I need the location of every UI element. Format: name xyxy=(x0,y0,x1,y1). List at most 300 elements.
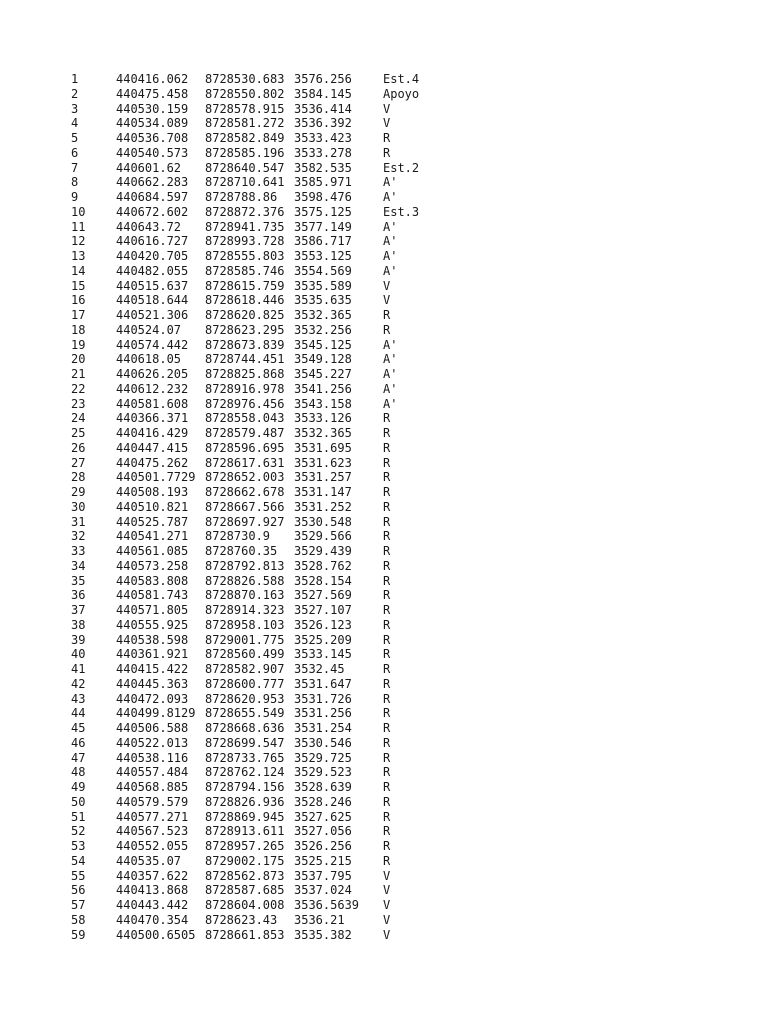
y-coordinate: 8729002.175 xyxy=(205,853,285,868)
point-code: A' xyxy=(383,396,398,411)
point-code: R xyxy=(383,499,391,514)
point-row xyxy=(71,220,443,235)
elevation: 3531.256 xyxy=(294,706,352,721)
point-id: 17 xyxy=(71,308,86,322)
point-id: 4 xyxy=(71,116,79,131)
x-coordinate: 440552.055 xyxy=(116,839,189,853)
elevation: 3531.726 xyxy=(294,691,352,706)
x-coordinate: 440415.422 xyxy=(116,662,189,676)
x-coordinate: 440601.62 xyxy=(116,160,182,175)
point-row xyxy=(71,810,443,825)
x-coordinate: 440541.271 xyxy=(116,529,189,544)
point-id: 36 xyxy=(71,588,86,603)
point-id: 41 xyxy=(71,662,86,676)
elevation: 3526.123 xyxy=(294,617,352,632)
point-code: V xyxy=(383,912,391,927)
point-code: V xyxy=(383,116,391,131)
y-coordinate: 8728640.547 xyxy=(205,160,285,175)
elevation: 3598.476 xyxy=(294,190,352,204)
elevation: 3541.256 xyxy=(294,381,352,396)
y-coordinate: 8728913.611 xyxy=(205,824,285,839)
elevation: 3533.145 xyxy=(294,647,352,662)
elevation: 3536.21 xyxy=(294,912,345,927)
x-coordinate: 440420.705 xyxy=(116,249,189,263)
point-row xyxy=(71,72,443,87)
y-coordinate: 8728655.549 xyxy=(205,706,285,721)
point-id: 39 xyxy=(71,632,86,647)
point-id: 52 xyxy=(71,824,86,839)
point-row xyxy=(71,736,443,751)
elevation: 3530.548 xyxy=(294,514,352,529)
point-code: R xyxy=(383,662,391,676)
y-coordinate: 8728581.272 xyxy=(205,116,285,131)
point-code: A' xyxy=(383,367,398,381)
point-id: 49 xyxy=(71,780,86,794)
y-coordinate: 8728661.853 xyxy=(205,927,285,942)
elevation: 3529.523 xyxy=(294,765,352,780)
point-row xyxy=(71,161,443,176)
point-code: V xyxy=(383,293,391,308)
x-coordinate: 440416.062 xyxy=(116,72,189,86)
x-coordinate: 440536.708 xyxy=(116,131,189,145)
point-id: 12 xyxy=(71,234,86,249)
point-id: 32 xyxy=(71,529,86,544)
elevation: 3530.546 xyxy=(294,735,352,750)
point-code: A' xyxy=(383,190,398,204)
x-coordinate: 440361.921 xyxy=(116,647,189,662)
elevation: 3535.635 xyxy=(294,293,352,308)
elevation: 3536.392 xyxy=(294,116,352,131)
point-row xyxy=(71,87,443,102)
elevation: 3527.569 xyxy=(294,588,352,603)
point-id: 58 xyxy=(71,912,86,927)
elevation: 3525.215 xyxy=(294,853,352,868)
point-id: 26 xyxy=(71,440,86,455)
y-coordinate: 8728668.636 xyxy=(205,721,285,735)
point-id: 21 xyxy=(71,367,86,381)
elevation: 3536.5639 xyxy=(294,898,360,912)
point-id: 44 xyxy=(71,706,86,721)
x-coordinate: 440470.354 xyxy=(116,912,189,927)
point-id: 29 xyxy=(71,485,86,499)
point-code: V xyxy=(383,883,391,898)
point-row xyxy=(71,662,443,677)
x-coordinate: 440506.588 xyxy=(116,721,189,735)
y-coordinate: 8728617.631 xyxy=(205,455,285,470)
elevation: 3576.256 xyxy=(294,72,352,86)
point-code: R xyxy=(383,706,391,721)
elevation: 3554.569 xyxy=(294,263,352,278)
point-row xyxy=(71,603,443,618)
point-code: R xyxy=(383,145,391,160)
point-row xyxy=(71,618,443,633)
y-coordinate: 8728870.163 xyxy=(205,588,285,603)
y-coordinate: 8728993.728 xyxy=(205,234,285,249)
point-row xyxy=(71,426,443,441)
y-coordinate: 8728710.641 xyxy=(205,175,285,190)
x-coordinate: 440583.808 xyxy=(116,573,189,588)
point-id: 15 xyxy=(71,278,86,293)
x-coordinate: 440445.363 xyxy=(116,676,189,691)
point-id: 34 xyxy=(71,558,86,573)
x-coordinate: 440510.821 xyxy=(116,499,189,514)
elevation: 3528.762 xyxy=(294,558,352,573)
x-coordinate: 440567.523 xyxy=(116,824,189,839)
y-coordinate: 8728730.9 xyxy=(205,529,271,544)
y-coordinate: 8728733.765 xyxy=(205,750,285,765)
x-coordinate: 440672.602 xyxy=(116,204,189,219)
point-code: R xyxy=(383,529,391,544)
x-coordinate: 440538.598 xyxy=(116,632,189,647)
point-id: 23 xyxy=(71,396,86,411)
point-code: A' xyxy=(383,219,398,234)
x-coordinate: 440555.925 xyxy=(116,617,189,632)
x-coordinate: 440626.205 xyxy=(116,367,189,381)
elevation: 3545.125 xyxy=(294,337,352,352)
point-id: 9 xyxy=(71,190,79,204)
x-coordinate: 440500.6505 xyxy=(116,927,196,942)
x-coordinate: 440482.055 xyxy=(116,263,189,278)
point-id: 2 xyxy=(71,86,79,101)
point-id: 30 xyxy=(71,499,86,514)
point-row xyxy=(71,529,443,544)
point-code: V xyxy=(383,101,391,116)
point-code: R xyxy=(383,603,391,617)
point-row xyxy=(71,839,443,854)
elevation: 3584.145 xyxy=(294,86,352,101)
point-code: R xyxy=(383,485,391,499)
point-code: R xyxy=(383,824,391,839)
y-coordinate: 8728615.759 xyxy=(205,278,285,293)
elevation: 3536.414 xyxy=(294,101,352,116)
y-coordinate: 8728958.103 xyxy=(205,617,285,632)
point-id: 18 xyxy=(71,322,86,337)
y-coordinate: 8728744.451 xyxy=(205,352,285,367)
y-coordinate: 8728662.678 xyxy=(205,485,285,499)
elevation: 3575.125 xyxy=(294,204,352,219)
point-id: 50 xyxy=(71,794,86,809)
y-coordinate: 8728585.196 xyxy=(205,145,285,160)
point-row xyxy=(71,293,443,308)
x-coordinate: 440499.8129 xyxy=(116,706,196,721)
y-coordinate: 8728826.588 xyxy=(205,573,285,588)
elevation: 3528.154 xyxy=(294,573,352,588)
x-coordinate: 440472.093 xyxy=(116,691,189,706)
point-row xyxy=(71,456,443,471)
elevation: 3535.589 xyxy=(294,278,352,293)
point-row xyxy=(71,131,443,146)
point-code: R xyxy=(383,647,391,662)
point-code: R xyxy=(383,750,391,765)
point-row xyxy=(71,677,443,692)
elevation: 3532.45 xyxy=(294,662,345,676)
point-code: R xyxy=(383,426,391,440)
y-coordinate: 8728600.777 xyxy=(205,676,285,691)
x-coordinate: 440684.597 xyxy=(116,190,189,204)
point-code: V xyxy=(383,927,391,942)
y-coordinate: 8728585.746 xyxy=(205,263,285,278)
y-coordinate: 8728587.685 xyxy=(205,883,285,898)
elevation: 3531.147 xyxy=(294,485,352,499)
point-row xyxy=(71,323,443,338)
elevation: 3585.971 xyxy=(294,175,352,190)
point-code: R xyxy=(383,573,391,588)
point-id: 56 xyxy=(71,883,86,898)
point-row xyxy=(71,633,443,648)
y-coordinate: 8728550.802 xyxy=(205,86,285,101)
x-coordinate: 440581.743 xyxy=(116,588,189,603)
x-coordinate: 440508.193 xyxy=(116,485,189,499)
point-row xyxy=(71,883,443,898)
point-code: R xyxy=(383,853,391,868)
point-id: 8 xyxy=(71,175,79,190)
y-coordinate: 8728760.35 xyxy=(205,544,278,558)
elevation: 3545.227 xyxy=(294,367,352,381)
point-row xyxy=(71,470,443,485)
point-id: 35 xyxy=(71,573,86,588)
elevation: 3531.647 xyxy=(294,676,352,691)
y-coordinate: 8728578.915 xyxy=(205,101,285,116)
point-row xyxy=(71,692,443,707)
point-id: 43 xyxy=(71,691,86,706)
point-code: R xyxy=(383,721,391,735)
point-row xyxy=(71,706,443,721)
point-row xyxy=(71,264,443,279)
point-row xyxy=(71,898,443,913)
point-code: R xyxy=(383,558,391,573)
x-coordinate: 440616.727 xyxy=(116,234,189,249)
elevation: 3533.423 xyxy=(294,131,352,145)
point-row xyxy=(71,559,443,574)
elevation: 3582.535 xyxy=(294,160,352,175)
point-code: Est.3 xyxy=(383,204,420,219)
point-code: R xyxy=(383,839,391,853)
point-row xyxy=(71,913,443,928)
x-coordinate: 440540.573 xyxy=(116,145,189,160)
point-row xyxy=(71,441,443,456)
elevation: 3531.257 xyxy=(294,470,352,485)
x-coordinate: 440612.232 xyxy=(116,381,189,396)
point-row xyxy=(71,234,443,249)
point-row xyxy=(71,780,443,795)
y-coordinate: 8728560.499 xyxy=(205,647,285,662)
x-coordinate: 440521.306 xyxy=(116,308,189,322)
elevation: 3531.695 xyxy=(294,440,352,455)
point-code: R xyxy=(383,514,391,529)
point-id: 53 xyxy=(71,839,86,853)
point-code: R xyxy=(383,691,391,706)
x-coordinate: 440530.159 xyxy=(116,101,189,116)
x-coordinate: 440618.05 xyxy=(116,352,182,367)
point-row xyxy=(71,338,443,353)
point-row xyxy=(71,352,443,367)
point-id: 47 xyxy=(71,750,86,765)
point-id: 31 xyxy=(71,514,86,529)
point-row xyxy=(71,308,443,323)
x-coordinate: 440475.458 xyxy=(116,86,189,101)
point-row xyxy=(71,411,443,426)
point-id: 55 xyxy=(71,868,86,883)
x-coordinate: 440524.07 xyxy=(116,322,182,337)
point-code: R xyxy=(383,544,391,558)
y-coordinate: 8728652.003 xyxy=(205,470,285,485)
point-id: 11 xyxy=(71,219,86,234)
x-coordinate: 440357.622 xyxy=(116,868,189,883)
point-code: A' xyxy=(383,234,398,249)
point-row xyxy=(71,397,443,412)
y-coordinate: 8728623.295 xyxy=(205,322,285,337)
x-coordinate: 440538.116 xyxy=(116,750,189,765)
y-coordinate: 8728579.487 xyxy=(205,426,285,440)
y-coordinate: 8728667.566 xyxy=(205,499,285,514)
elevation: 3537.795 xyxy=(294,868,352,883)
point-row xyxy=(71,367,443,382)
point-id: 13 xyxy=(71,249,86,263)
y-coordinate: 8728620.953 xyxy=(205,691,285,706)
y-coordinate: 8728762.124 xyxy=(205,765,285,780)
point-code: R xyxy=(383,809,391,824)
point-row xyxy=(71,721,443,736)
x-coordinate: 440579.579 xyxy=(116,794,189,809)
point-code: R xyxy=(383,588,391,603)
point-row xyxy=(71,854,443,869)
y-coordinate: 8728596.695 xyxy=(205,440,285,455)
elevation: 3529.725 xyxy=(294,750,352,765)
y-coordinate: 8728673.839 xyxy=(205,337,285,352)
point-code: A' xyxy=(383,249,398,263)
point-code: R xyxy=(383,411,391,426)
y-coordinate: 8728976.456 xyxy=(205,396,285,411)
point-code: R xyxy=(383,794,391,809)
point-row xyxy=(71,647,443,662)
point-row xyxy=(71,824,443,839)
elevation: 3531.623 xyxy=(294,455,352,470)
point-id: 19 xyxy=(71,337,86,352)
point-id: 25 xyxy=(71,426,86,440)
point-code: R xyxy=(383,617,391,632)
elevation: 3525.209 xyxy=(294,632,352,647)
point-id: 14 xyxy=(71,263,86,278)
elevation: 3527.107 xyxy=(294,603,352,617)
elevation: 3532.365 xyxy=(294,426,352,440)
x-coordinate: 440571.805 xyxy=(116,603,189,617)
point-id: 28 xyxy=(71,470,86,485)
point-id: 24 xyxy=(71,411,86,426)
y-coordinate: 8728530.683 xyxy=(205,72,285,86)
point-id: 57 xyxy=(71,898,86,912)
point-code: R xyxy=(383,632,391,647)
point-id: 37 xyxy=(71,603,86,617)
y-coordinate: 8728582.907 xyxy=(205,662,285,676)
x-coordinate: 440643.72 xyxy=(116,219,182,234)
y-coordinate: 8728825.868 xyxy=(205,367,285,381)
y-coordinate: 8728582.849 xyxy=(205,131,285,145)
point-row xyxy=(71,190,443,205)
x-coordinate: 440515.637 xyxy=(116,278,189,293)
y-coordinate: 8728916.978 xyxy=(205,381,285,396)
elevation: 3532.256 xyxy=(294,322,352,337)
x-coordinate: 440581.608 xyxy=(116,396,189,411)
point-id: 48 xyxy=(71,765,86,780)
elevation: 3531.254 xyxy=(294,721,352,735)
point-row xyxy=(71,146,443,161)
point-code: Apoyo xyxy=(383,86,420,101)
elevation: 3532.365 xyxy=(294,308,352,322)
point-code: R xyxy=(383,765,391,780)
elevation: 3535.382 xyxy=(294,927,352,942)
y-coordinate: 8728604.008 xyxy=(205,898,285,912)
elevation: 3577.149 xyxy=(294,219,352,234)
x-coordinate: 440534.089 xyxy=(116,116,189,131)
y-coordinate: 8728699.547 xyxy=(205,735,285,750)
y-coordinate: 8728941.735 xyxy=(205,219,285,234)
x-coordinate: 440447.415 xyxy=(116,440,189,455)
y-coordinate: 8728562.873 xyxy=(205,868,285,883)
point-row xyxy=(71,485,443,500)
x-coordinate: 440568.885 xyxy=(116,780,189,794)
elevation: 3528.639 xyxy=(294,780,352,794)
point-id: 22 xyxy=(71,381,86,396)
x-coordinate: 440573.258 xyxy=(116,558,189,573)
coordinate-listing xyxy=(71,72,443,942)
x-coordinate: 440535.07 xyxy=(116,853,182,868)
point-code: V xyxy=(383,868,391,883)
y-coordinate: 8728957.265 xyxy=(205,839,285,853)
elevation: 3543.158 xyxy=(294,396,352,411)
point-code: A' xyxy=(383,337,398,352)
point-id: 59 xyxy=(71,927,86,942)
point-code: A' xyxy=(383,352,398,367)
point-id: 20 xyxy=(71,352,86,367)
y-coordinate: 8728555.803 xyxy=(205,249,285,263)
point-code: R xyxy=(383,780,391,794)
point-row xyxy=(71,765,443,780)
y-coordinate: 8728618.446 xyxy=(205,293,285,308)
point-code: A' xyxy=(383,175,398,190)
x-coordinate: 440557.484 xyxy=(116,765,189,780)
x-coordinate: 440366.371 xyxy=(116,411,189,426)
point-row xyxy=(71,544,443,559)
point-id: 51 xyxy=(71,809,86,824)
elevation: 3528.246 xyxy=(294,794,352,809)
y-coordinate: 8728788.86 xyxy=(205,190,278,204)
x-coordinate: 440662.283 xyxy=(116,175,189,190)
point-code: R xyxy=(383,322,391,337)
y-coordinate: 8728620.825 xyxy=(205,308,285,322)
y-coordinate: 8728792.813 xyxy=(205,558,285,573)
point-code: Est.2 xyxy=(383,160,420,175)
x-coordinate: 440525.787 xyxy=(116,514,189,529)
point-code: R xyxy=(383,131,391,145)
x-coordinate: 440522.013 xyxy=(116,735,189,750)
point-row xyxy=(71,382,443,397)
point-row xyxy=(71,500,443,515)
elevation: 3553.125 xyxy=(294,249,352,263)
point-id: 27 xyxy=(71,455,86,470)
y-coordinate: 8728794.156 xyxy=(205,780,285,794)
point-row xyxy=(71,795,443,810)
point-row xyxy=(71,175,443,190)
x-coordinate: 440561.085 xyxy=(116,544,189,558)
point-id: 5 xyxy=(71,131,79,145)
point-row xyxy=(71,588,443,603)
y-coordinate: 8729001.775 xyxy=(205,632,285,647)
point-id: 42 xyxy=(71,676,86,691)
point-code: R xyxy=(383,455,391,470)
elevation: 3527.625 xyxy=(294,809,352,824)
point-id: 46 xyxy=(71,735,86,750)
x-coordinate: 440413.868 xyxy=(116,883,189,898)
